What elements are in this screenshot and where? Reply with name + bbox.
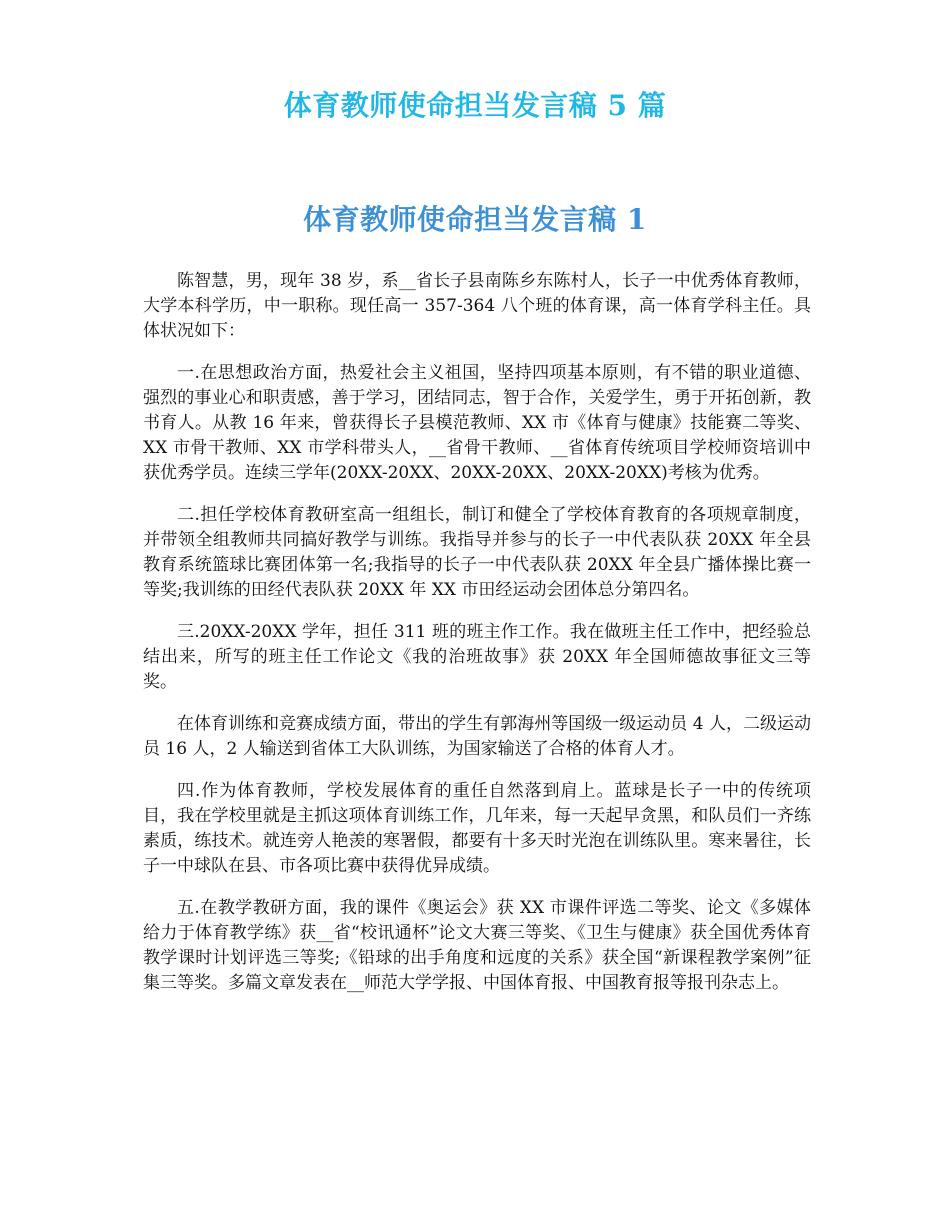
paragraph-political: 一.在思想政治方面，热爱社会主义祖国，坚持四项基本原则，有不错的职业道德、强烈的事业心和职责感，善于学习，团结同志，智于合作，关爱学生，勇于开拓创新，教书育人。从教 16 年来，曾获得长子县模范教师、XX 市《体育与健康》技能赛二等奖、XX 市骨干教师、XX 市学科带头人，__省骨干教师、__省体育传统项目学校师资培训中获优秀学员。连续三学年(20XX-20XX、20XX-20XX、20XX-20XX)考核为优秀。 bbox=[143, 363, 811, 483]
paragraph-basketball: 四.作为体育教师，学校发展体育的重任自然落到肩上。蓝球是长子一中的传统项目，我在学校里就是主抓这项体育训练工作，几年来，每一天起早贪黑，和队员们一齐练素质，练技术。就连旁人艳羡的寒署假，都要有十多天时光泡在训练队里。寒来暑往，长子一中球队在县、市各项比赛中获得优异成绩。 bbox=[143, 781, 811, 876]
paragraph-class-teacher: 三.20XX-20XX 学年，担任 311 班的班主作工作。我在做班主任工作中，把经验总结出来，所写的班主任工作论文《我的治班故事》获 20XX 年全国师德故事征文三等奖。 bbox=[143, 622, 811, 692]
paragraph-intro: 陈智慧，男，现年 38 岁，系__省长子县南陈乡东陈村人，长子一中优秀体育教师，大学本科学历，中一职称。现任高一 357-364 八个班的体育课，高一体育学科主任。具体状况如下： bbox=[143, 271, 811, 341]
section-title: 体育教师使命担当发言稿 1 bbox=[303, 203, 647, 236]
document-body bbox=[143, 269, 811, 1013]
document-title: 体育教师使命担当发言稿 5 篇 bbox=[283, 89, 667, 122]
paragraph-training: 在体育训练和竞赛成绩方面，带出的学生有郭海州等国级一级运动员 4 人，二级运动员 16 人，2 人输送到省体工大队训练，为国家输送了合格的体育人才。 bbox=[143, 714, 811, 759]
paragraph-research: 五.在教学教研方面，我的课件《奥运会》获 XX 市课件评选二等奖、论文《多媒体给力于体育教学练》获__省“校讯通杯”论文大赛三等奖、《卫生与健康》获全国优秀体育教学课时计划评选三等奖;《铅球的出手角度和远度的关系》获全国“新课程教学案例”征集三等奖。多篇文章发表在__师范大学学报、中国体育报、中国教育报等报刊杂志上。 bbox=[143, 898, 811, 993]
paragraph-teaching-group: 二.担任学校体育教研室高一组组长，制订和健全了学校体育教育的各项规章制度，并带领全组教师共同搞好教学与训练。我指导并参与的长子一中代表队获 20XX 年全县教育系统篮球比赛团体第一名;我指导的长子一中代表队获 20XX 年全县广播体操比赛一等奖;我训练的田经代表队获 20XX 年 XX 市田经运动会团体总分第四名。 bbox=[143, 505, 811, 600]
